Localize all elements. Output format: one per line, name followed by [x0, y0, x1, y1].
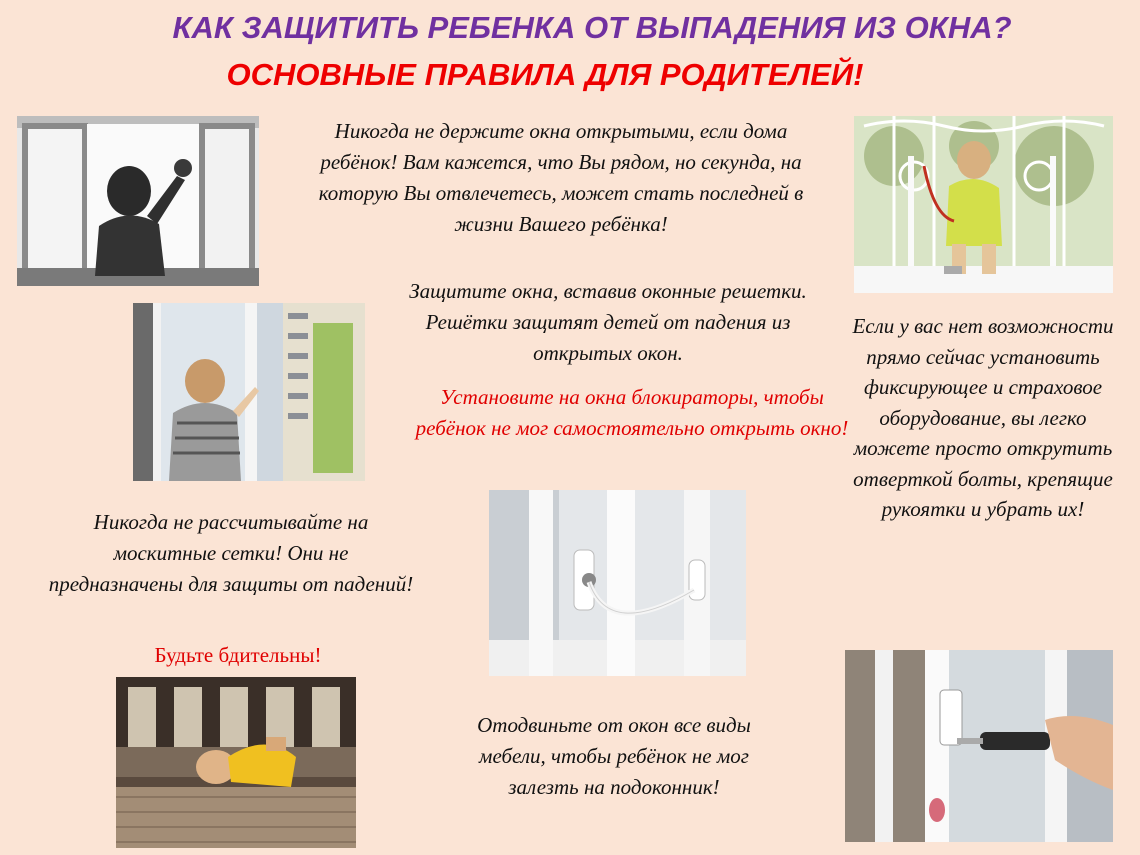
rule-unscrew-handles: Если у вас нет возможности прямо сейчас установить фиксирующее и страховое оборудование, вы легко можете просто открутить отверткой болты, крепящие рукоятки и убрать их!: [852, 314, 1114, 521]
page-title: КАК ЗАЩИТИТЬ РЕБЕНКА ОТ ВЫПАДЕНИЯ ИЗ ОКНА?: [172, 10, 1012, 45]
rule-mosquito-nets: Никогда не рассчитывайте на москитные сетки! Они не предназначены для защиты от падений!: [48, 510, 414, 596]
rule-install-bars: Защитите окна, вставив оконные решетки. Решётки защитят детей от падения из открытых окон.: [409, 279, 807, 365]
photo-child-leaning-out-balcony: [116, 677, 356, 848]
rule-move-furniture: Отодвиньте от окон все виды мебели, чтобы ребёнок не мог залезть на подоконник!: [477, 713, 751, 799]
rule-install-blockers: Установите на окна блокираторы, чтобы ребёнок не мог самостоятельно открыть окно!: [415, 385, 849, 440]
photo-screwdriver-removing-handle: [845, 650, 1113, 842]
photo-child-at-window: [17, 116, 259, 286]
rule-keep-windows-closed: Никогда не держите окна открытыми, если дома ребёнок! Вам кажется, что Вы рядом, но секунда, на которую Вы отвлечетесь, может стать последней в жизни Вашего ребёнка!: [318, 119, 804, 236]
page-subtitle: ОСНОВНЫЕ ПРАВИЛА ДЛЯ РОДИТЕЛЕЙ!: [226, 57, 864, 92]
rule-be-vigilant: Будьте бдительны!: [154, 643, 322, 667]
photo-child-at-barred-window: [854, 116, 1113, 293]
photo-window-blocker: [489, 490, 746, 676]
photo-child-at-balcony-door: [133, 303, 365, 481]
